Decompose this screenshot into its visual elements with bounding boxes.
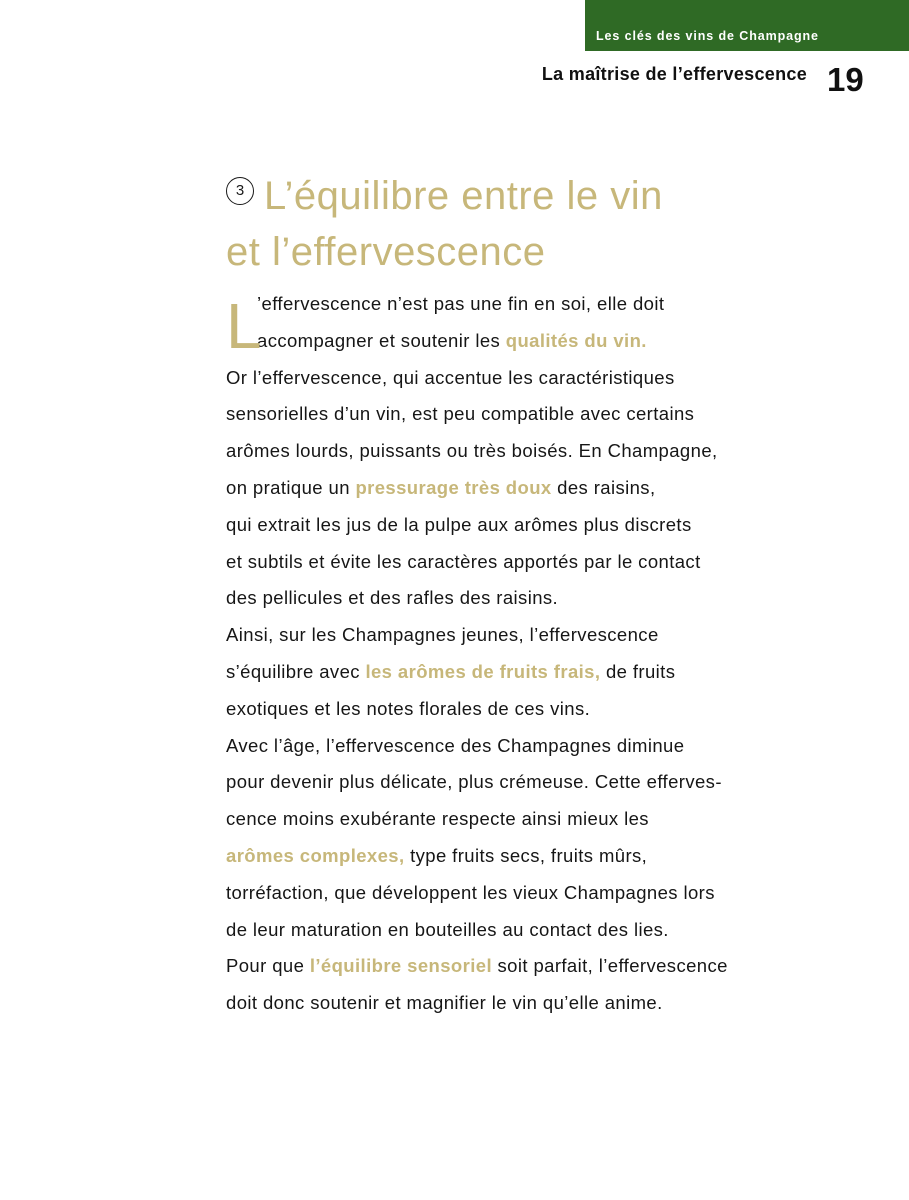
text-run: sensorielles d’un vin, est peu compatible avec certains xyxy=(226,403,695,425)
highlighted-phrase: pressurage très doux xyxy=(355,476,552,498)
text-line xyxy=(226,728,816,765)
text-line xyxy=(226,544,816,581)
highlighted-phrase: qualités du vin. xyxy=(505,329,647,351)
text-line xyxy=(226,985,816,1022)
text-run: exotiques et les notes florales de ces vins. xyxy=(226,697,591,719)
text-line xyxy=(226,360,816,397)
text-line xyxy=(226,617,816,654)
publication-title: Les clés des vins de Champagne xyxy=(596,29,819,43)
page-number: 19 xyxy=(827,61,864,98)
article-body xyxy=(226,286,816,1022)
text-run: s’équilibre avec xyxy=(226,660,366,682)
text-run: on pratique un xyxy=(226,476,356,498)
text-run: Avec l’âge, l’effervescence des Champagnes diminue xyxy=(226,734,685,756)
text-line xyxy=(226,691,816,728)
text-line xyxy=(226,764,816,801)
text-line xyxy=(226,838,816,875)
text-line xyxy=(226,875,816,912)
highlighted-phrase: l’équilibre sensoriel xyxy=(309,955,492,977)
text-line xyxy=(226,654,816,691)
highlighted-phrase: arômes complexes, xyxy=(226,844,405,866)
header-band xyxy=(585,0,909,51)
text-run: doit donc soutenir et magnifier le vin qu’elle anime. xyxy=(226,992,663,1014)
drop-cap: L xyxy=(226,290,262,362)
text-line xyxy=(226,470,816,507)
text-run: de fruits xyxy=(600,660,676,682)
text-line xyxy=(226,433,816,470)
text-run: ’effervescence n’est pas une fin en soi, elle doit xyxy=(257,293,665,314)
article-heading xyxy=(226,168,826,280)
text-run: qui extrait les jus de la pulpe aux arômes plus discrets xyxy=(226,513,692,535)
text-line xyxy=(226,507,816,544)
text-line xyxy=(226,948,816,985)
highlighted-phrase: les arômes de fruits frais, xyxy=(365,660,601,682)
text-line xyxy=(226,912,816,949)
text-run: type fruits secs, fruits mûrs, xyxy=(404,844,648,866)
text-run: et subtils et évite les caractères apportés par le contact xyxy=(226,550,701,572)
text-line xyxy=(226,396,816,433)
text-run: accompagner et soutenir les xyxy=(257,329,506,351)
heading-line-1: L’équilibre entre le vin xyxy=(264,174,663,218)
paragraph xyxy=(226,286,816,1022)
text-run: torréfaction, que développent les vieux Champagnes lors xyxy=(226,881,715,903)
text-run: de leur maturation en bouteilles au contact des lies. xyxy=(226,918,669,940)
text-line xyxy=(226,323,816,360)
text-run: soit parfait, l’effervescence xyxy=(491,955,728,977)
text-run: des raisins, xyxy=(551,476,656,498)
text-run: pour devenir plus délicate, plus crémeuse. Cette efferves- xyxy=(226,771,722,793)
text-run: cence moins exubérante respecte ainsi mieux les xyxy=(226,808,649,830)
heading-line-2: et l’effervescence xyxy=(226,230,546,274)
text-line xyxy=(226,801,816,838)
text-line xyxy=(226,286,816,323)
text-run: des pellicules et des rafles des raisins. xyxy=(226,587,559,609)
text-run: Ainsi, sur les Champagnes jeunes, l’effervescence xyxy=(226,624,659,646)
section-title: La maîtrise de l’effervescence xyxy=(541,64,807,84)
text-run: Or l’effervescence, qui accentue les caractéristiques xyxy=(226,366,675,388)
text-run: Pour que xyxy=(226,955,310,977)
text-line xyxy=(226,580,816,617)
section-number-badge: 3 xyxy=(226,177,254,205)
text-run: arômes lourds, puissants ou très boisés. En Champagne, xyxy=(226,440,718,462)
